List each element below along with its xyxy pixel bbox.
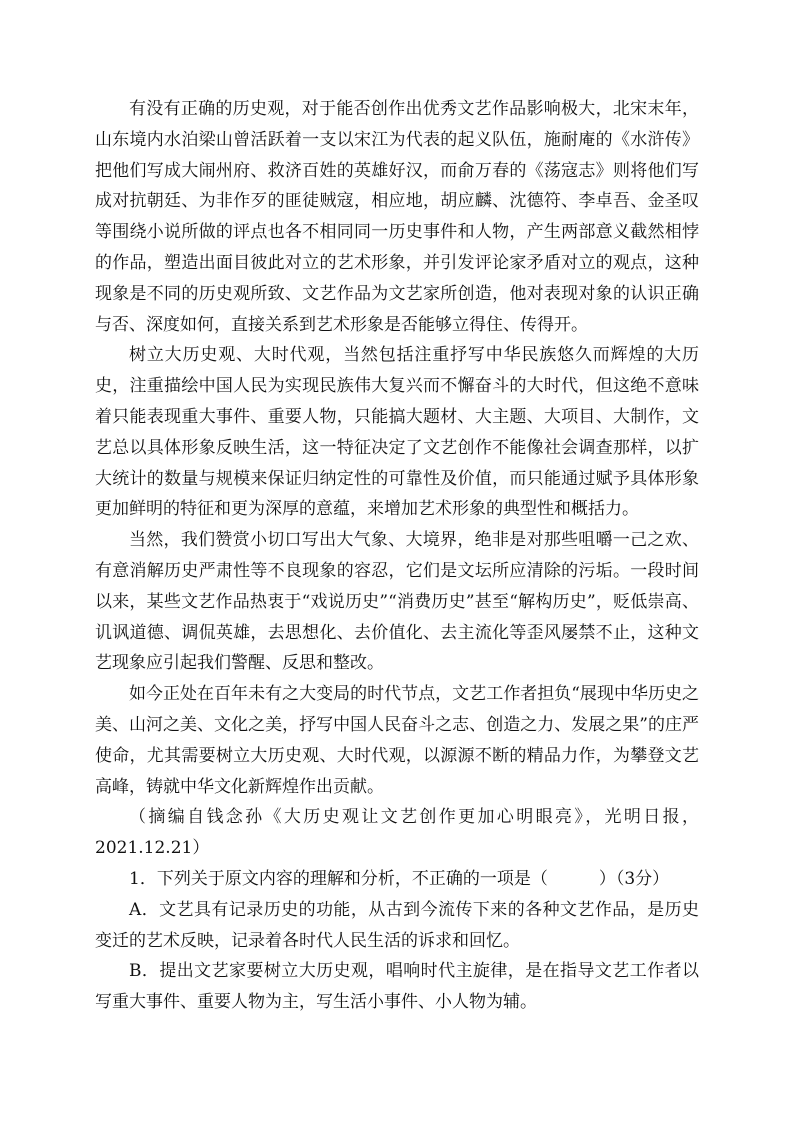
question-1-stem: 1．下列关于原文内容的理解和分析，不正确的一项是（ ）（3分） (129, 868, 670, 889)
paragraph-2: 树立大历史观、大时代观，当然包括注重抒写中华民族悠久而辉煌的大历史，注重描绘中国人民为实现民族伟大复兴而不懈奋斗的大时代，但这绝不意味着只能表现重大事件、重要人物，只能搞大题材、大主题、大项目、大制作，文艺总以具体形象反映生活，这一特征决定了文艺创作不能像社会调查那样，以扩大统计的数量与规模来保证归纳定性的可靠性及价值，而只能通过赋予具体形象更加鲜明的特征和更为深厚的意蕴，来增加艺术形象的典型性和概括力。 (95, 345, 699, 520)
paragraph-4: 如今正处在百年未有之大变局的时代节点，文艺工作者担负“展现中华历史之美、山河之美、文化之美，抒写中国人民奋斗之志、创造之力、发展之果”的庄严使命，尤其需要树立大历史观、大时代观，以源源不断的精品力作，为攀登文艺高峰，铸就中华文化新辉煌作出贡献。 (95, 684, 699, 797)
option-b: B．提出文艺家要树立大历史观，唱响时代主旋律，是在指导文艺工作者以写重大事件、重要人物为主，写生活小事件、小人物为辅。 (95, 961, 699, 1013)
paragraph-1: 有没有正确的历史观，对于能否创作出优秀文艺作品影响极大，北宋末年，山东境内水泊梁山曾活跃着一支以宋江为代表的起义队伍，施耐庵的《水浒传》把他们写成大闹州府、救济百姓的英雄好汉，而俞万春的《荡寇志》则将他们写成对抗朝廷、为非作歹的匪徒贼寇，相应地，胡应麟、沈德符、李卓吾、金圣叹等围绕小说所做的评点也各不相同同一历史事件和人物，产生两部意义截然相悖的作品，塑造出面目彼此对立的艺术形象，并引发评论家矛盾对立的观点，这种现象是不同的历史观所致、文艺作品为文艺家所创造，他对表现对象的认识正确与否、深度如何，直接关系到艺术形象是否能够立得住、传得开。 (95, 99, 699, 335)
option-a: A．文艺具有记录历史的功能，从古到今流传下来的各种文艺作品，是历史变迁的艺术反映，记录着各时代人民生活的诉求和回忆。 (95, 899, 699, 951)
source-citation: （摘编自钱念孙《大历史观让文艺创作更加心明眼亮》，光明日报，2021.12.21） (95, 807, 699, 859)
passage-body (95, 94, 699, 1018)
paragraph-3: 当然，我们赞赏小切口写出大气象、大境界，绝非是对那些咀嚼一己之欢、有意消解历史严肃性等不良现象的容忍，它们是文坛所应清除的污垢。一段时间以来，某些文艺作品热衷于“戏说历史”“消费历史”甚至“解构历史”，贬低崇高、讥讽道德、调侃英雄，去思想化、去价值化、去主流化等歪风屡禁不止，这种文艺现象应引起我们警醒、反思和整改。 (95, 530, 699, 674)
